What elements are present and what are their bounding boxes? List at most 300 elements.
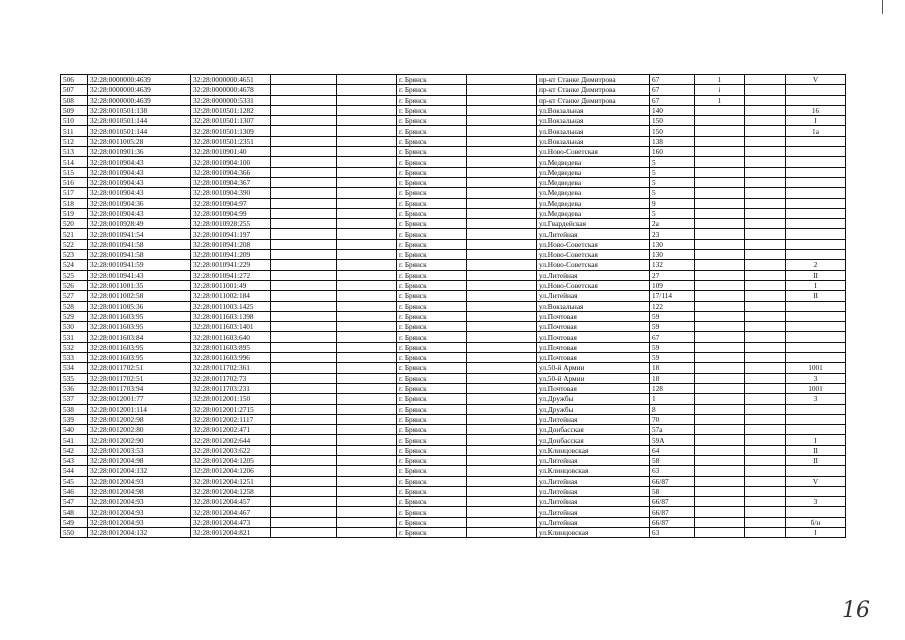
blank-cell-a-cell [271,332,337,342]
row-number-cell: 523 [61,250,88,260]
blank-cell-c-cell [467,383,537,393]
section-cell: I [786,528,846,538]
blank-cell-b-cell [337,270,397,280]
section-cell: II [786,445,846,455]
blank-cell-c-cell [467,136,537,146]
letter-cell [695,404,745,414]
land-parcel-number-cell: 32:28:0011702:51 [88,363,191,373]
blank-cell-b-cell [337,280,397,290]
blank-cell-b-cell [337,136,397,146]
city-cell: г. Брянск [397,291,467,301]
blank-cell-a-cell [271,476,337,486]
street-cell: пр-кт Станке Димитрова [537,95,650,105]
blank-cell-b-cell [337,188,397,198]
row-number-cell: 541 [61,435,88,445]
blank-cell-c-cell [467,342,537,352]
house-number-cell: 59А [650,435,695,445]
letter-cell [695,342,745,352]
row-number-cell: 525 [61,270,88,280]
blank-cell-a-cell [271,188,337,198]
cadastral-registry-table [60,74,846,538]
blank-cell-d-cell [745,497,786,507]
row-number-cell: 510 [61,116,88,126]
row-number-cell: 546 [61,486,88,496]
table-row [61,311,846,321]
section-cell: II [786,455,846,465]
blank-cell-c-cell [467,394,537,404]
street-cell: ул.Литейная [537,507,650,517]
blank-cell-b-cell [337,198,397,208]
street-cell: ул.Почтовая [537,311,650,321]
section-cell [786,219,846,229]
land-parcel-number-cell: 32:28:0010941:58 [88,250,191,260]
street-cell: ул.Медведева [537,157,650,167]
section-cell [786,147,846,157]
table-row [61,291,846,301]
blank-cell-c-cell [467,116,537,126]
blank-cell-c-cell [467,353,537,363]
building-cadastral-number-cell: 32:28:0011002:184 [191,291,271,301]
blank-cell-a-cell [271,373,337,383]
letter-cell [695,219,745,229]
street-cell: ул.Медведева [537,177,650,187]
land-parcel-number-cell: 32:28:0000000:4639 [88,85,191,95]
blank-cell-b-cell [337,126,397,136]
land-parcel-number-cell: 32:28:0010904:43 [88,177,191,187]
land-parcel-number-cell: 32:28:0012004:93 [88,476,191,486]
building-cadastral-number-cell: 32:28:0010941:208 [191,239,271,249]
land-parcel-number-cell: 32:28:0010501:144 [88,116,191,126]
blank-cell-b-cell [337,311,397,321]
blank-cell-a-cell [271,311,337,321]
section-cell [786,188,846,198]
row-number-cell: 527 [61,291,88,301]
building-cadastral-number-cell: 32:28:0000000:4651 [191,75,271,85]
blank-cell-d-cell [745,373,786,383]
blank-cell-d-cell [745,291,786,301]
blank-cell-d-cell [745,466,786,476]
table-row [61,332,846,342]
blank-cell-b-cell [337,394,397,404]
house-number-cell: 5 [650,188,695,198]
blank-cell-d-cell [745,167,786,177]
letter-cell [695,136,745,146]
street-cell: ул.Почтовая [537,353,650,363]
blank-cell-a-cell [271,291,337,301]
street-cell: ул.Медведева [537,198,650,208]
table-row [61,116,846,126]
blank-cell-a-cell [271,445,337,455]
blank-cell-d-cell [745,528,786,538]
blank-cell-b-cell [337,250,397,260]
blank-cell-a-cell [271,198,337,208]
blank-cell-a-cell [271,95,337,105]
blank-cell-c-cell [467,435,537,445]
blank-cell-b-cell [337,116,397,126]
house-number-cell: 63 [650,528,695,538]
city-cell: г. Брянск [397,332,467,342]
blank-cell-d-cell [745,136,786,146]
blank-cell-b-cell [337,239,397,249]
city-cell: г. Брянск [397,353,467,363]
row-number-cell: 544 [61,466,88,476]
blank-cell-b-cell [337,208,397,218]
blank-cell-c-cell [467,414,537,424]
registry-table-body [61,75,846,538]
blank-cell-c-cell [467,373,537,383]
blank-cell-c-cell [467,301,537,311]
section-cell [786,322,846,332]
land-parcel-number-cell: 32:28:0010941:58 [88,239,191,249]
blank-cell-d-cell [745,517,786,527]
letter-cell [695,157,745,167]
blank-cell-b-cell [337,95,397,105]
letter-cell [695,373,745,383]
street-cell: пр-кт Станке Димитрова [537,85,650,95]
house-number-cell: 2а [650,219,695,229]
letter-cell [695,517,745,527]
row-number-cell: 526 [61,280,88,290]
blank-cell-c-cell [467,466,537,476]
building-cadastral-number-cell: 32:28:0012004:821 [191,528,271,538]
blank-cell-a-cell [271,342,337,352]
blank-cell-c-cell [467,280,537,290]
city-cell: г. Брянск [397,517,467,527]
street-cell: ул.Клинцовская [537,528,650,538]
land-parcel-number-cell: 32:28:0010941:54 [88,229,191,239]
section-cell [786,95,846,105]
blank-cell-c-cell [467,250,537,260]
street-cell: ул.Дружбы [537,394,650,404]
blank-cell-d-cell [745,157,786,167]
section-cell [786,239,846,249]
letter-cell [695,270,745,280]
blank-cell-a-cell [271,250,337,260]
table-row [61,414,846,424]
blank-cell-d-cell [745,445,786,455]
blank-cell-b-cell [337,219,397,229]
table-row [61,105,846,115]
blank-cell-a-cell [271,455,337,465]
city-cell: г. Брянск [397,250,467,260]
house-number-cell: 66/87 [650,517,695,527]
blank-cell-d-cell [745,363,786,373]
building-cadastral-number-cell: 32:28:0011702:361 [191,363,271,373]
row-number-cell: 519 [61,208,88,218]
section-cell: б/н [786,517,846,527]
table-row [61,239,846,249]
house-number-cell: 122 [650,301,695,311]
blank-cell-a-cell [271,353,337,363]
blank-cell-b-cell [337,301,397,311]
letter-cell [695,147,745,157]
house-number-cell: 5 [650,167,695,177]
street-cell: ул.Литейная [537,270,650,280]
table-row [61,363,846,373]
building-cadastral-number-cell: 32:28:0012002:471 [191,425,271,435]
section-cell [786,353,846,363]
city-cell: г. Брянск [397,455,467,465]
row-number-cell: 530 [61,322,88,332]
land-parcel-number-cell: 32:28:0011002:58 [88,291,191,301]
blank-cell-b-cell [337,75,397,85]
letter-cell [695,167,745,177]
building-cadastral-number-cell: 32:28:0011003:1425 [191,301,271,311]
blank-cell-a-cell [271,239,337,249]
table-row [61,95,846,105]
table-row [61,85,846,95]
street-cell: ул.Литейная [537,517,650,527]
blank-cell-b-cell [337,517,397,527]
land-parcel-number-cell: 32:28:0012004:93 [88,507,191,517]
street-cell: ул.Гвардейская [537,219,650,229]
blank-cell-a-cell [271,425,337,435]
house-number-cell: 59 [650,311,695,321]
house-number-cell: 59 [650,322,695,332]
row-number-cell: 539 [61,414,88,424]
blank-cell-b-cell [337,425,397,435]
street-cell: ул.Вокзальная [537,136,650,146]
letter-cell [695,466,745,476]
blank-cell-c-cell [467,85,537,95]
row-number-cell: 537 [61,394,88,404]
street-cell: ул.Почтовая [537,383,650,393]
blank-cell-b-cell [337,322,397,332]
row-number-cell: 514 [61,157,88,167]
blank-cell-c-cell [467,332,537,342]
letter-cell [695,239,745,249]
street-cell: ул.Ново-Советская [537,250,650,260]
city-cell: г. Брянск [397,476,467,486]
land-parcel-number-cell: 32:28:0010928:49 [88,219,191,229]
blank-cell-c-cell [467,528,537,538]
land-parcel-number-cell: 32:28:0012001:114 [88,404,191,414]
row-number-cell: 547 [61,497,88,507]
row-number-cell: 538 [61,404,88,414]
letter-cell [695,280,745,290]
letter-cell [695,322,745,332]
building-cadastral-number-cell: 32:28:0010904:367 [191,177,271,187]
blank-cell-b-cell [337,291,397,301]
row-number-cell: 540 [61,425,88,435]
land-parcel-number-cell: 32:28:0011702:51 [88,373,191,383]
letter-cell [695,250,745,260]
section-cell: I [786,435,846,445]
blank-cell-d-cell [745,105,786,115]
street-cell: ул.50-й Армии [537,373,650,383]
letter-cell [695,486,745,496]
blank-cell-d-cell [745,425,786,435]
blank-cell-b-cell [337,332,397,342]
blank-cell-b-cell [337,507,397,517]
letter-cell [695,507,745,517]
section-cell [786,229,846,239]
section-cell [786,486,846,496]
city-cell: г. Брянск [397,414,467,424]
blank-cell-c-cell [467,157,537,167]
house-number-cell: 64 [650,445,695,455]
house-number-cell: 128 [650,383,695,393]
blank-cell-c-cell [467,188,537,198]
blank-cell-a-cell [271,126,337,136]
city-cell: г. Брянск [397,466,467,476]
land-parcel-number-cell: 32:28:0011001:35 [88,280,191,290]
section-cell [786,167,846,177]
blank-cell-c-cell [467,291,537,301]
letter-cell [695,394,745,404]
building-cadastral-number-cell: 32:28:0012002:644 [191,435,271,445]
blank-cell-d-cell [745,507,786,517]
row-number-cell: 522 [61,239,88,249]
city-cell: г. Брянск [397,270,467,280]
land-parcel-number-cell: 32:28:0011005:36 [88,301,191,311]
table-row [61,342,846,352]
city-cell: г. Брянск [397,105,467,115]
section-cell [786,301,846,311]
blank-cell-a-cell [271,219,337,229]
building-cadastral-number-cell: 32:28:0012002:1117 [191,414,271,424]
blank-cell-a-cell [271,435,337,445]
table-row [61,466,846,476]
house-number-cell: 70 [650,414,695,424]
table-row [61,394,846,404]
table-row [61,177,846,187]
street-cell: ул.Медведева [537,167,650,177]
letter-cell [695,435,745,445]
table-row [61,219,846,229]
city-cell: г. Брянск [397,445,467,455]
row-number-cell: 528 [61,301,88,311]
house-number-cell: 1 [650,394,695,404]
house-number-cell: 23 [650,229,695,239]
table-row [61,229,846,239]
row-number-cell: 516 [61,177,88,187]
blank-cell-c-cell [467,229,537,239]
house-number-cell: 66/87 [650,497,695,507]
house-number-cell: 59 [650,353,695,363]
blank-cell-a-cell [271,85,337,95]
blank-cell-a-cell [271,157,337,167]
section-cell: V [786,476,846,486]
land-parcel-number-cell: 32:28:0012002:80 [88,425,191,435]
section-cell: 1001 [786,383,846,393]
row-number-cell: 529 [61,311,88,321]
city-cell: г. Брянск [397,507,467,517]
blank-cell-d-cell [745,177,786,187]
building-cadastral-number-cell: 32:28:0011603:640 [191,332,271,342]
table-row [61,208,846,218]
building-cadastral-number-cell: 32:28:0010928:255 [191,219,271,229]
city-cell: г. Брянск [397,497,467,507]
table-row [61,507,846,517]
blank-cell-a-cell [271,497,337,507]
blank-cell-d-cell [745,332,786,342]
row-number-cell: 549 [61,517,88,527]
city-cell: г. Брянск [397,147,467,157]
blank-cell-d-cell [745,75,786,85]
blank-cell-a-cell [271,208,337,218]
section-cell [786,342,846,352]
building-cadastral-number-cell: 32:28:0011603:1401 [191,322,271,332]
land-parcel-number-cell: 32:28:0012004:132 [88,528,191,538]
house-number-cell: 63 [650,466,695,476]
blank-cell-c-cell [467,311,537,321]
house-number-cell: 8 [650,404,695,414]
street-cell: ул.Ново-Советская [537,280,650,290]
city-cell: г. Брянск [397,219,467,229]
blank-cell-b-cell [337,157,397,167]
blank-cell-a-cell [271,383,337,393]
letter-cell [695,353,745,363]
letter-cell [695,363,745,373]
building-cadastral-number-cell: 32:28:0000000:4678 [191,85,271,95]
blank-cell-c-cell [467,208,537,218]
city-cell: г. Брянск [397,136,467,146]
street-cell: ул.Медведева [537,188,650,198]
house-number-cell: 66/87 [650,507,695,517]
section-cell [786,157,846,167]
blank-cell-b-cell [337,373,397,383]
land-parcel-number-cell: 32:28:0010941:59 [88,260,191,270]
blank-cell-d-cell [745,208,786,218]
blank-cell-a-cell [271,414,337,424]
blank-cell-c-cell [467,486,537,496]
city-cell: г. Брянск [397,229,467,239]
blank-cell-a-cell [271,517,337,527]
letter-cell [695,116,745,126]
letter-cell [695,476,745,486]
table-row [61,75,846,85]
blank-cell-a-cell [271,280,337,290]
city-cell: г. Брянск [397,486,467,496]
building-cadastral-number-cell: 32:28:0010941:197 [191,229,271,239]
blank-cell-a-cell [271,177,337,187]
letter-cell [695,198,745,208]
blank-cell-a-cell [271,167,337,177]
table-row [61,435,846,445]
street-cell: ул.Почтовая [537,342,650,352]
letter-cell [695,229,745,239]
section-cell: 16 [786,105,846,115]
row-number-cell: 550 [61,528,88,538]
section-cell [786,177,846,187]
blank-cell-b-cell [337,497,397,507]
city-cell: г. Брянск [397,75,467,85]
table-row [61,188,846,198]
row-number-cell: 535 [61,373,88,383]
city-cell: г. Брянск [397,311,467,321]
table-row [61,528,846,538]
blank-cell-c-cell [467,95,537,105]
house-number-cell: 18 [650,373,695,383]
row-number-cell: 548 [61,507,88,517]
land-parcel-number-cell: 32:28:0012004:93 [88,517,191,527]
blank-cell-c-cell [467,476,537,486]
building-cadastral-number-cell: 32:28:0012004:473 [191,517,271,527]
building-cadastral-number-cell: 32:28:0010941:272 [191,270,271,280]
street-cell: пр-кт Станке Димитрова [537,75,650,85]
building-cadastral-number-cell: 32:28:0012004:1206 [191,466,271,476]
house-number-cell: 18 [650,363,695,373]
section-cell [786,414,846,424]
blank-cell-c-cell [467,126,537,136]
section-cell: V [786,75,846,85]
section-cell [786,85,846,95]
letter-cell [695,497,745,507]
blank-cell-b-cell [337,486,397,496]
street-cell: ул.Дружбы [537,404,650,414]
section-cell: 3 [786,394,846,404]
